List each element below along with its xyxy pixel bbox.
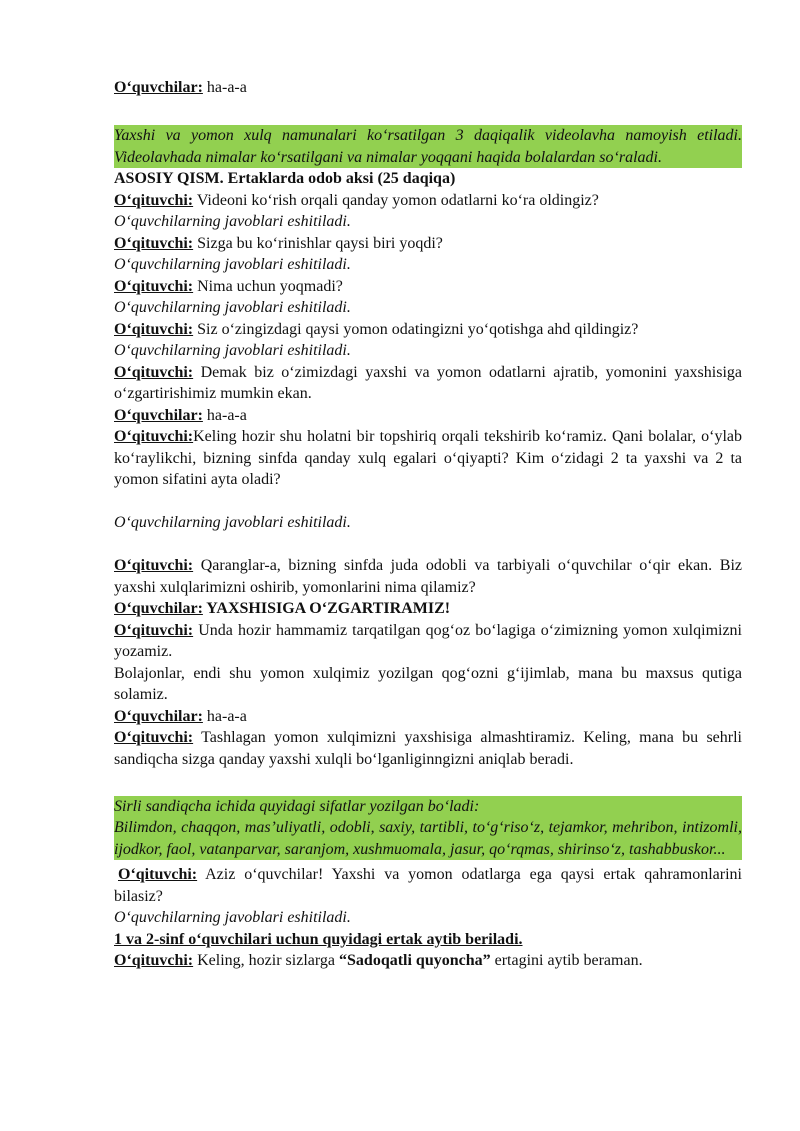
dialogue-text: Siz o‘zingizdagi qaysi yomon odatingizni yo‘qotishga ahd qildingiz? bbox=[193, 320, 639, 338]
speaker-label: O‘qituvchi: bbox=[114, 428, 194, 445]
dialogue-text: YAXSHISIGA O‘ZGARTIRAMIZ! bbox=[202, 600, 451, 617]
dialogue-text: Aziz o‘quvchilar! Yaxshi va yomon odatlarga ega qaysi ertak qahramonlarini bilasiz? bbox=[114, 866, 742, 905]
speaker-label: O‘qituvchi: bbox=[114, 729, 194, 746]
speaker-label: O‘qituvchi: bbox=[114, 557, 194, 574]
speaker-label: O‘qituvchi: bbox=[114, 191, 194, 209]
section-heading: 1 va 2-sinf o‘quvchilari uchun quyidagi ertak aytib beriladi. bbox=[114, 930, 523, 948]
answer-note: O‘quvchilarning javoblari eshitiladi. bbox=[114, 256, 351, 273]
spacer bbox=[114, 491, 742, 513]
dialogue-text: ertagini aytib beraman. bbox=[490, 952, 643, 969]
spacer bbox=[114, 99, 742, 121]
dialogue-text: Unda hozir hammamiz tarqatilgan qog‘oz bo‘lagiga o‘zimizning yomon xulqimizni yozamiz. bbox=[114, 621, 742, 660]
section-heading: ASOSIY QISM. Ertaklarda odob aksi (25 daqiqa) bbox=[114, 170, 456, 187]
dialogue-line bbox=[114, 190, 742, 212]
dialogue-line bbox=[114, 362, 742, 405]
speaker-label: O‘qituvchi: bbox=[114, 363, 194, 381]
speaker-label: O‘qituvchi: bbox=[114, 234, 194, 252]
dialogue-line bbox=[114, 706, 742, 728]
spacer bbox=[114, 534, 742, 556]
plain-paragraph: Bolajonlar, endi shu yomon xulqimiz yozilgan qog‘ozni g‘ijimlab, mana bu maxsus qutiga solamiz. bbox=[114, 664, 742, 703]
dialogue-text: Keling hozir shu holatni bir topshiriq orqali tekshirib ko‘ramiz. Qani bolalar, o‘ylab ko‘raylikchi, bizning sinfda qanday xulq egalari o‘qiyapti? Kim o‘zidagi 2 ta yaxshi va 2 ta yomon sifatini ayta oladi? bbox=[114, 428, 742, 488]
speaker-label: O‘quvchilar: bbox=[114, 600, 203, 617]
answer-note: O‘quvchilarning javoblari eshitiladi. bbox=[114, 299, 351, 316]
dialogue-line bbox=[114, 319, 742, 341]
dialogue-line bbox=[114, 555, 742, 598]
dialogue-text: Videoni ko‘rish orqali qanday yomon odatlarni ko‘ra oldingiz? bbox=[193, 191, 599, 209]
speaker-label: O‘quvchilar: bbox=[114, 707, 203, 725]
dialogue-line bbox=[114, 727, 742, 770]
dialogue-line bbox=[114, 276, 742, 298]
dialogue-line bbox=[114, 598, 742, 620]
speaker-label: O‘qituvchi: bbox=[114, 320, 194, 338]
dialogue-line bbox=[114, 77, 742, 99]
dialogue-line bbox=[114, 426, 742, 491]
dialogue-text: Keling, hozir sizlarga bbox=[193, 952, 340, 969]
qualities-list: Bilimdon, chaqqon, mas’uliyatli, odobli, saxiy, tartibli, to‘g‘riso‘z, tejamkor, mehribon, intizomli, ijodkor, faol, vatanparvar, saranjom, xushmuomala, jasur, qo‘rqmas, shirinso‘z, tashabbuskor... bbox=[114, 819, 742, 858]
dialogue-text: ha-a-a bbox=[202, 707, 247, 725]
speaker-label: O‘qituvchi: bbox=[114, 277, 194, 295]
speaker-label: O‘qituvchi: bbox=[118, 866, 198, 883]
answer-note: O‘quvchilarning javoblari eshitiladi. bbox=[114, 213, 351, 230]
highlight-box bbox=[114, 796, 742, 861]
speaker-label: O‘qituvchi: bbox=[114, 952, 194, 969]
highlight-title: Sirli sandiqcha ichida quyidagi sifatlar yozilgan bo‘ladi: bbox=[114, 797, 480, 815]
spacer bbox=[114, 770, 742, 792]
dialogue-text: ha-a-a bbox=[202, 79, 247, 96]
answer-note: O‘quvchilarning javoblari eshitiladi. bbox=[114, 342, 351, 359]
dialogue-line bbox=[114, 864, 742, 907]
story-title: “Sadoqatli quyoncha” bbox=[339, 952, 491, 969]
dialogue-line bbox=[114, 233, 742, 255]
document-body bbox=[114, 77, 742, 972]
dialogue-text: Qaranglar-a, bizning sinfda juda odobli va tarbiyali o‘quvchilar o‘qir ekan. Biz yaxshi xulqlarimizni oshirib, yomonlarini nima qilamiz? bbox=[114, 557, 742, 596]
speaker-label: O‘quvchilar: bbox=[114, 406, 203, 424]
dialogue-line bbox=[114, 620, 742, 663]
dialogue-line bbox=[114, 950, 742, 972]
highlight-note: Yaxshi va yomon xulq namunalari ko‘rsatilgan 3 daqiqalik videolavha namoyish etiladi. Videolavhada nimalar ko‘rsatilgani va nimalar yoqqani haqida bolalardan so‘raladi. bbox=[114, 125, 742, 168]
dialogue-line bbox=[114, 405, 742, 427]
dialogue-text: Demak biz o‘zimizdagi yaxshi va yomon odatlarni ajratib, yomonini yaxshisiga o‘zgartirishimiz mumkin ekan. bbox=[114, 363, 742, 402]
answer-note: O‘quvchilarning javoblari eshitiladi. bbox=[114, 514, 351, 531]
speaker-label: O‘qituvchi: bbox=[114, 621, 194, 639]
dialogue-text: Tashlagan yomon xulqimizni yaxshisiga almashtiramiz. Keling, mana bu sehrli sandiqcha sizga qanday yaxshi xulqli bo‘lganliginngizni aniqlab beradi. bbox=[114, 729, 742, 768]
dialogue-text: Sizga bu ko‘rinishlar qaysi biri yoqdi? bbox=[193, 234, 443, 252]
dialogue-text: ha-a-a bbox=[202, 406, 247, 424]
speaker-label: O‘quvchilar: bbox=[114, 79, 203, 96]
answer-note: O‘quvchilarning javoblari eshitiladi. bbox=[114, 909, 351, 926]
dialogue-text: Nima uchun yoqmadi? bbox=[193, 277, 343, 295]
